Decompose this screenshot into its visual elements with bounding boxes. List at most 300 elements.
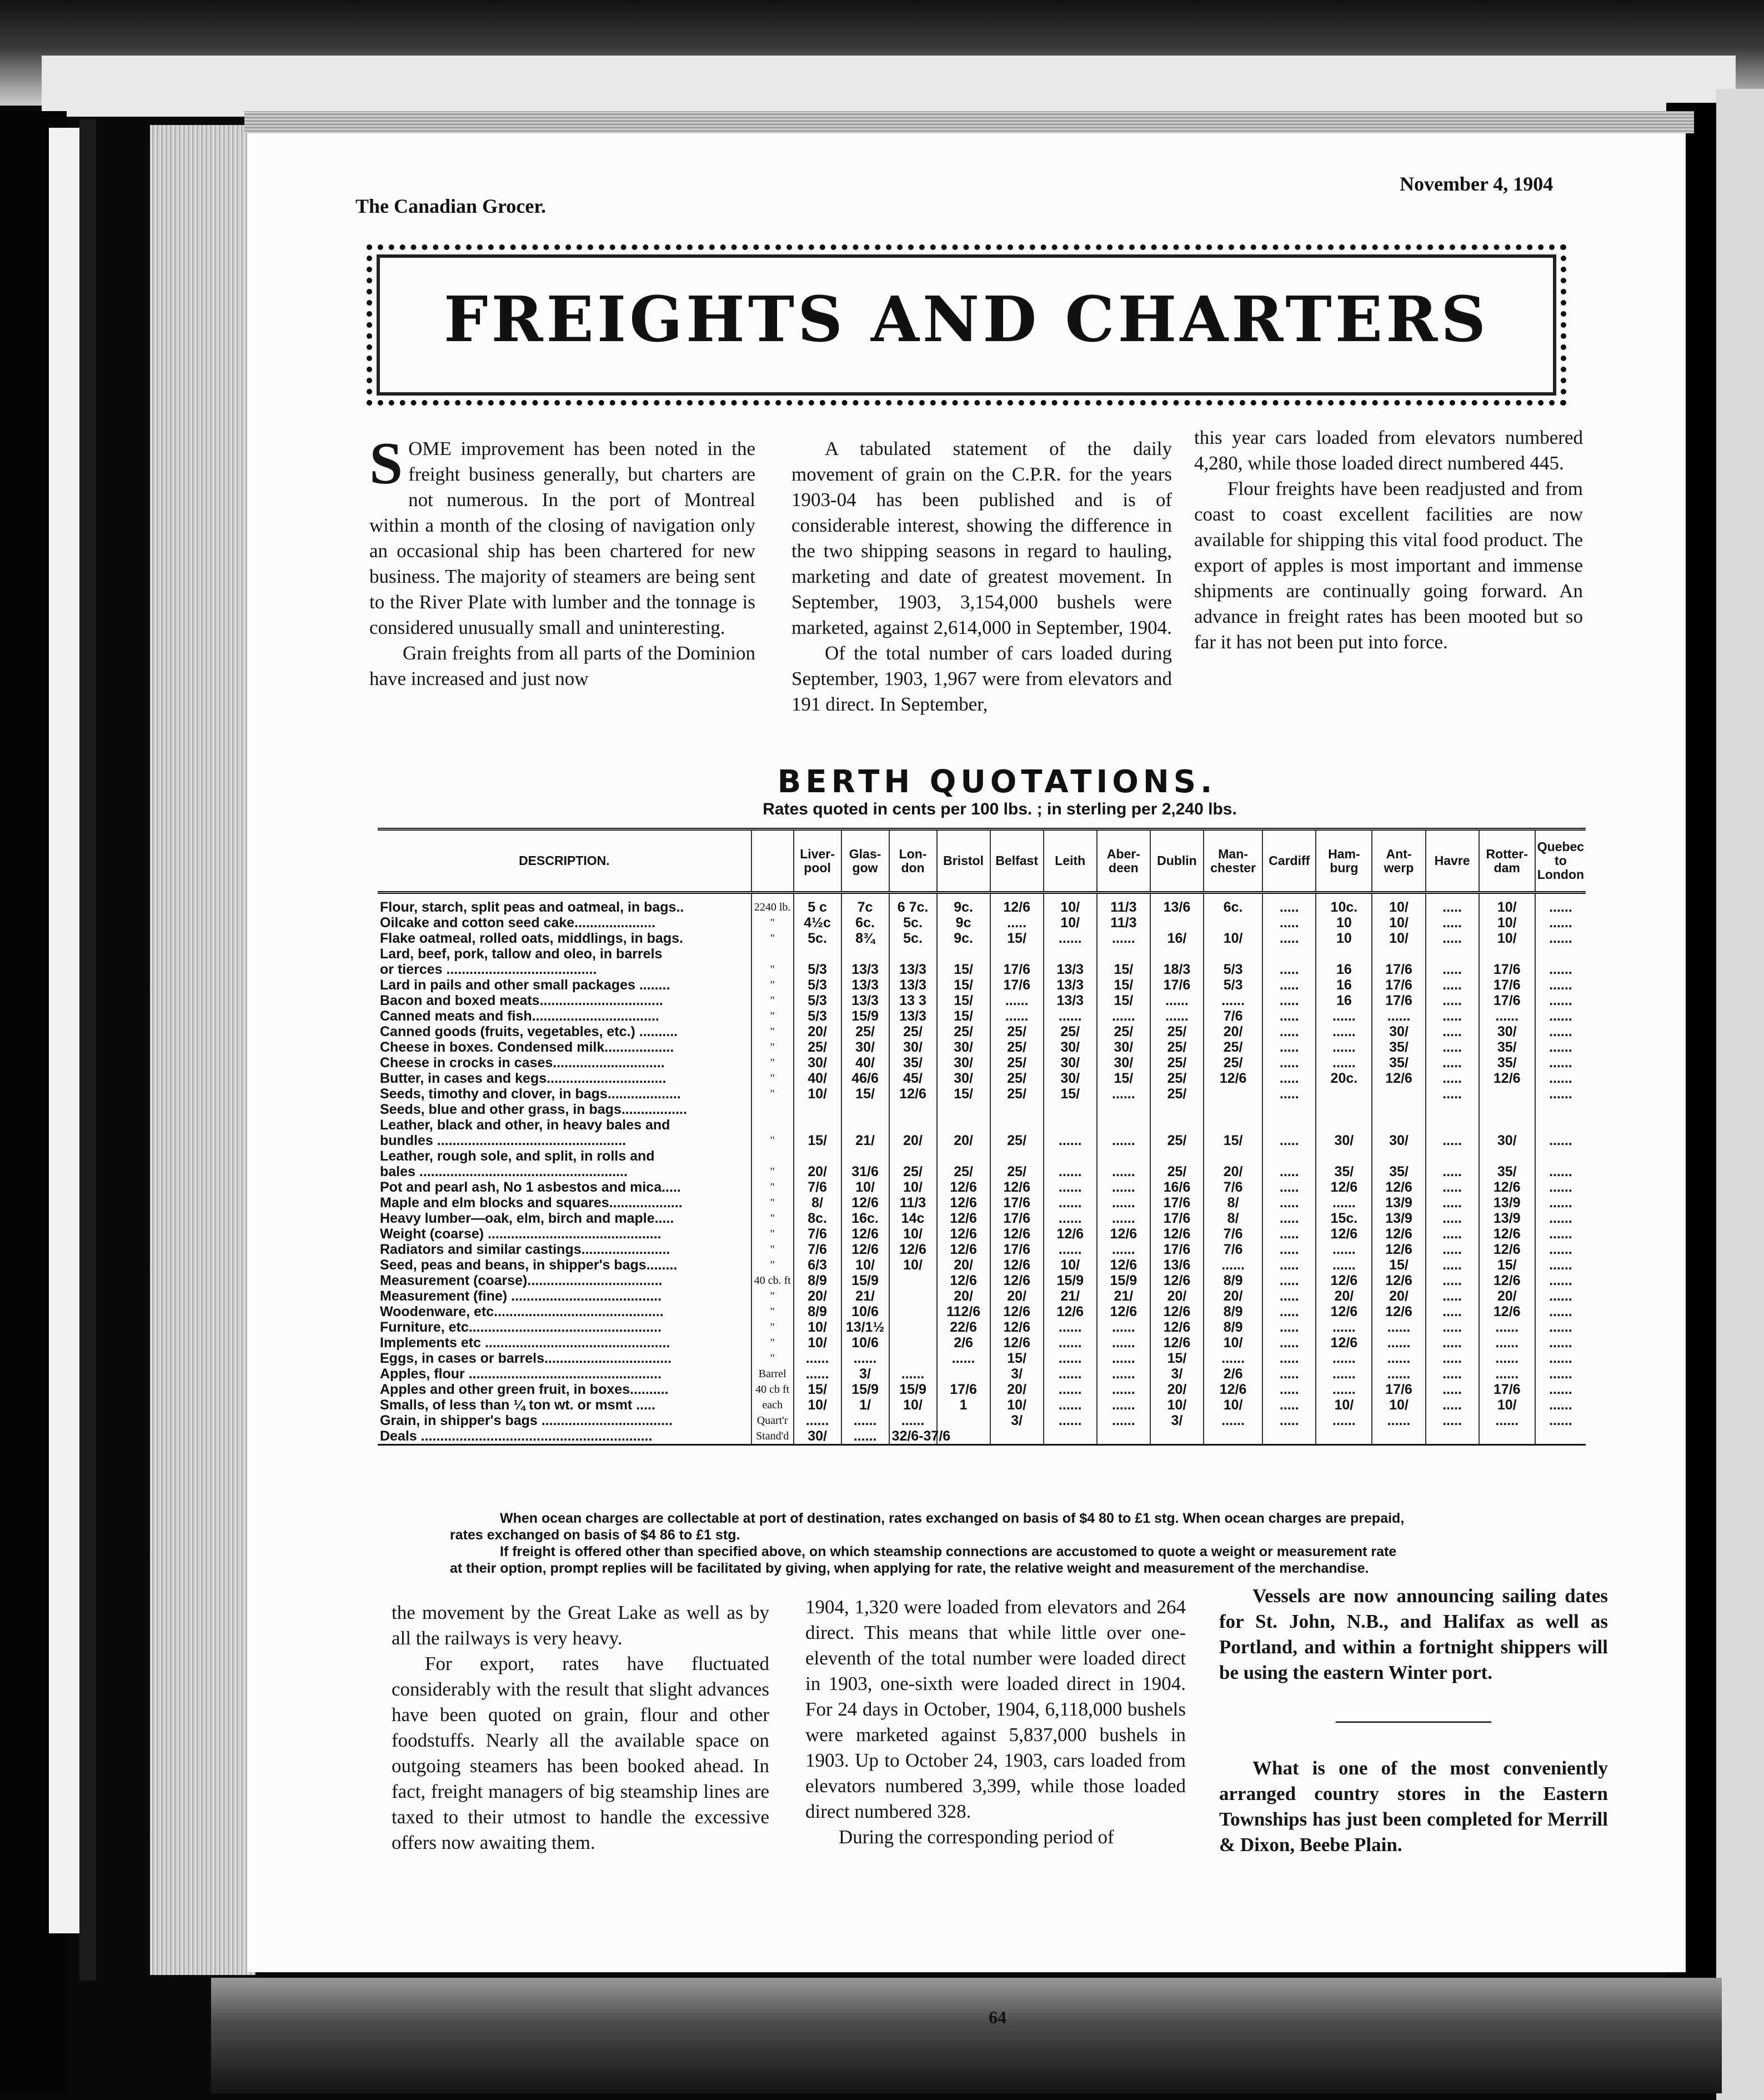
rate-cell: ..... bbox=[1426, 1179, 1479, 1195]
rate-cell: ...... bbox=[1316, 1351, 1372, 1366]
rate-cell: 10/ bbox=[990, 1397, 1044, 1413]
table-row bbox=[378, 977, 1586, 993]
rate-cell: ..... bbox=[1426, 1024, 1479, 1039]
row-description: bales ...................................................... bbox=[380, 1164, 628, 1179]
rate-cell: 10/ bbox=[889, 1226, 937, 1242]
rate-cell: ...... bbox=[1535, 1319, 1586, 1335]
rate-cell: 17/6 bbox=[990, 1242, 1044, 1257]
running-head-date: November 4, 1904 bbox=[1400, 173, 1553, 195]
rate-cell: ...... bbox=[1097, 1179, 1150, 1195]
rate-cell: 10 bbox=[1316, 931, 1372, 946]
rate-cell: 10/ bbox=[1204, 1335, 1262, 1351]
rate-cell: ...... bbox=[1044, 1133, 1097, 1148]
rate-cell: 35/ bbox=[1479, 1164, 1535, 1179]
rate-cell bbox=[1479, 1102, 1535, 1117]
rate-cell: 13/3 bbox=[841, 977, 889, 993]
rate-cell: ...... bbox=[1044, 1242, 1097, 1257]
rate-cell: ...... bbox=[1535, 915, 1586, 931]
rate-cell bbox=[1150, 1102, 1204, 1117]
table-row bbox=[378, 1148, 1586, 1164]
paragraph: For export, rates have fluctuated considerably with the result that slight advances have been quoted on grain, flour and other foodstuffs. Nearly all the available space on outgoing steamers has been booked ahead. In fact, freight managers of big steamship lines are taxed to their utmost to handle the excessive offers now awaiting them. bbox=[392, 1653, 769, 1853]
rate-cell: ..... bbox=[1262, 993, 1316, 1008]
rate-cell: 17/6 bbox=[990, 977, 1044, 993]
rate-cell: ...... bbox=[1044, 1164, 1097, 1179]
row-description: Seeds, timothy and clover, in bags................... bbox=[380, 1086, 681, 1102]
rate-cell: 30/ bbox=[1479, 1024, 1535, 1039]
row-unit: " bbox=[751, 1133, 794, 1148]
table-row bbox=[378, 1351, 1586, 1366]
rate-cell: ...... bbox=[1204, 993, 1262, 1008]
rate-cell: 25/ bbox=[1044, 1024, 1097, 1039]
rate-cell: 13/9 bbox=[1479, 1211, 1535, 1226]
rate-cell: 25/ bbox=[990, 1071, 1044, 1086]
rate-cell: 8/9 bbox=[1204, 1273, 1262, 1288]
rate-cell: ..... bbox=[1426, 1273, 1479, 1288]
rate-cell: ...... bbox=[1316, 1008, 1372, 1024]
rate-cell: ...... bbox=[1479, 1366, 1535, 1382]
rate-cell: ..... bbox=[1426, 1319, 1479, 1335]
rate-cell bbox=[1372, 1086, 1425, 1102]
rate-cell: 25/ bbox=[889, 1164, 937, 1179]
table-row bbox=[378, 1195, 1586, 1211]
rate-cell: 13/3 bbox=[1044, 977, 1097, 993]
rate-cell: 17/6 bbox=[1150, 977, 1204, 993]
binding-paper bbox=[49, 128, 79, 1933]
rate-cell: 17/6 bbox=[1479, 1382, 1535, 1397]
column-header bbox=[751, 829, 794, 893]
rate-cell: 40/ bbox=[841, 1055, 889, 1071]
rate-cell: ..... bbox=[1426, 893, 1479, 916]
rate-cell: 12/6 bbox=[841, 1242, 889, 1257]
rate-cell: 12/6 bbox=[1150, 1273, 1204, 1288]
drop-cap: S bbox=[369, 431, 403, 497]
rate-cell: 20/ bbox=[1150, 1382, 1204, 1397]
row-unit: Quart'r bbox=[751, 1413, 794, 1428]
rate-cell bbox=[1426, 1428, 1479, 1445]
rate-cell: ...... bbox=[1316, 1366, 1372, 1382]
rate-cell: ...... bbox=[1535, 1024, 1586, 1039]
rate-cell: 15/9 bbox=[841, 1382, 889, 1397]
rate-cell bbox=[794, 1102, 841, 1117]
rate-cell bbox=[1097, 1428, 1150, 1445]
binding-edge bbox=[79, 119, 96, 1981]
rate-cell: 13/3 bbox=[841, 993, 889, 1008]
rate-cell: 20/ bbox=[794, 1288, 841, 1304]
rate-cell: 9c bbox=[937, 915, 990, 931]
rate-cell: ...... bbox=[1316, 1319, 1372, 1335]
column-header: Aber-deen bbox=[1097, 829, 1150, 893]
rate-cell: ...... bbox=[1316, 1195, 1372, 1211]
rate-cell: 4½c bbox=[794, 915, 841, 931]
rate-cell: 5/3 bbox=[1204, 977, 1262, 993]
rate-cell: 10/ bbox=[1044, 1257, 1097, 1273]
rate-cell: ...... bbox=[1372, 1008, 1425, 1024]
column-header: Ham-burg bbox=[1316, 829, 1372, 893]
rate-cell: 12/6 bbox=[990, 1335, 1044, 1351]
rate-cell: 16 bbox=[1316, 977, 1372, 993]
rate-cell: 15/ bbox=[1204, 1133, 1262, 1148]
table-row bbox=[378, 1257, 1586, 1273]
rate-cell bbox=[1044, 1102, 1097, 1117]
row-description: Radiators and similar castings....................... bbox=[380, 1242, 670, 1257]
rate-cell bbox=[1150, 946, 1204, 962]
rate-cell bbox=[1372, 1428, 1425, 1445]
column-header: Rotter-dam bbox=[1479, 829, 1535, 893]
rate-cell bbox=[889, 1319, 937, 1335]
rate-cell: 30/ bbox=[1372, 1024, 1425, 1039]
rate-cell: 15/9 bbox=[1044, 1273, 1097, 1288]
rate-cell bbox=[937, 946, 990, 962]
rate-cell: ...... bbox=[1204, 1257, 1262, 1273]
rate-cell: 10/ bbox=[1479, 931, 1535, 946]
rate-cell: ...... bbox=[1097, 1086, 1150, 1102]
rate-cell: 12/6 bbox=[990, 1304, 1044, 1319]
rate-cell: ...... bbox=[1097, 1335, 1150, 1351]
rate-cell: ...... bbox=[1535, 1288, 1586, 1304]
rate-cell bbox=[1097, 1148, 1150, 1164]
rate-cell: 17/6 bbox=[1150, 1242, 1204, 1257]
rate-cell: 16/6 bbox=[1150, 1179, 1204, 1195]
row-description: Weight (coarse) ............................................. bbox=[380, 1226, 662, 1242]
row-unit: " bbox=[751, 931, 794, 946]
rate-cell: 35/ bbox=[1372, 1055, 1425, 1071]
rate-cell: 15/9 bbox=[841, 1008, 889, 1024]
rate-cell: 10/ bbox=[1204, 1397, 1262, 1413]
rate-cell: 12/6 bbox=[1479, 1179, 1535, 1195]
rate-cell: 12/6 bbox=[1479, 1304, 1535, 1319]
rate-cell bbox=[1150, 915, 1204, 931]
rate-cell: ...... bbox=[990, 1008, 1044, 1024]
table-row bbox=[378, 1086, 1586, 1102]
rate-cell: 12/6 bbox=[990, 1257, 1044, 1273]
rate-cell: 11/3 bbox=[889, 1195, 937, 1211]
rate-cell: 15c. bbox=[1316, 1211, 1372, 1226]
rate-cell: 17/6 bbox=[1479, 993, 1535, 1008]
column-header: Cardiff bbox=[1262, 829, 1316, 893]
title-banner bbox=[367, 244, 1566, 406]
rate-cell: ...... bbox=[1097, 1413, 1150, 1428]
column-header: Liver-pool bbox=[794, 829, 841, 893]
rate-cell: 25/ bbox=[1204, 1055, 1262, 1071]
rate-cell: 15/ bbox=[937, 1008, 990, 1024]
column-header: Ant-werp bbox=[1372, 829, 1425, 893]
rate-cell: 15/ bbox=[1097, 993, 1150, 1008]
rate-cell: 12/6 bbox=[937, 1195, 990, 1211]
rate-cell bbox=[1316, 1148, 1372, 1164]
rate-cell: 12/6 bbox=[1316, 1226, 1372, 1242]
row-description: Bacon and boxed meats................................ bbox=[380, 993, 663, 1008]
rate-cell: ...... bbox=[841, 1413, 889, 1428]
rate-cell: ...... bbox=[1097, 931, 1150, 946]
column-header: Leith bbox=[1044, 829, 1097, 893]
rate-cell: ..... bbox=[1262, 1288, 1316, 1304]
table-row bbox=[378, 962, 1586, 977]
rate-cell: 12/6 bbox=[990, 1319, 1044, 1335]
rate-cell: 10/ bbox=[841, 1257, 889, 1273]
row-description: Lard, beef, pork, tallow and oleo, in barrels bbox=[380, 946, 663, 962]
rate-cell: 16 bbox=[1316, 962, 1372, 977]
rate-cell bbox=[1479, 1148, 1535, 1164]
row-unit: " bbox=[751, 1195, 794, 1211]
rate-cell: ...... bbox=[1372, 1351, 1425, 1366]
rate-cell: ..... bbox=[1262, 1304, 1316, 1319]
rate-cell: 12/6 bbox=[1204, 1382, 1262, 1397]
rate-cell bbox=[889, 946, 937, 962]
rate-cell: 8/ bbox=[794, 1195, 841, 1211]
rate-cell bbox=[1262, 1117, 1316, 1133]
rate-cell: 25/ bbox=[990, 1133, 1044, 1148]
rate-cell: ...... bbox=[1535, 1179, 1586, 1195]
rate-cell bbox=[1372, 1148, 1425, 1164]
rate-cell: ...... bbox=[1535, 1055, 1586, 1071]
facing-page-sliver bbox=[1716, 89, 1764, 2100]
row-description: Flake oatmeal, rolled oats, middlings, in bags. bbox=[380, 931, 683, 946]
scan-bottom-shadow bbox=[211, 1978, 1722, 2093]
rate-cell: ..... bbox=[1426, 1195, 1479, 1211]
row-unit: " bbox=[751, 962, 794, 977]
rate-cell: 7/6 bbox=[794, 1242, 841, 1257]
rate-cell bbox=[1316, 946, 1372, 962]
rate-cell: 35/ bbox=[1316, 1164, 1372, 1179]
rate-cell: 9c. bbox=[937, 931, 990, 946]
rate-cell: ..... bbox=[1426, 1351, 1479, 1366]
rate-cell: ...... bbox=[1535, 1304, 1586, 1319]
rate-cell: 20/ bbox=[794, 1024, 841, 1039]
table-row bbox=[378, 1117, 1586, 1133]
rate-cell: ...... bbox=[841, 1351, 889, 1366]
rate-cell: 32/6-37/6 bbox=[889, 1428, 937, 1445]
rate-cell: 12/6 bbox=[1044, 1304, 1097, 1319]
rate-cell bbox=[1204, 1102, 1262, 1117]
rate-cell: ..... bbox=[1426, 1382, 1479, 1397]
rate-cell: 25/ bbox=[1150, 1039, 1204, 1055]
rate-cell bbox=[1097, 1117, 1150, 1133]
rate-cell: ...... bbox=[1535, 1335, 1586, 1351]
rate-cell: 40/ bbox=[794, 1071, 841, 1086]
paragraph: Vessels are now announcing sailing dates for St. John, N.B., and Halifax as well as Portland, and within a fortnight shippers will be using the eastern Winter port. bbox=[1219, 1585, 1608, 1683]
rate-cell bbox=[1426, 1148, 1479, 1164]
row-unit bbox=[751, 1148, 794, 1164]
rate-cell bbox=[1262, 1428, 1316, 1445]
row-unit: " bbox=[751, 1335, 794, 1351]
column-header: Belfast bbox=[990, 829, 1044, 893]
row-description: Cheese in boxes. Condensed milk.................. bbox=[380, 1039, 674, 1055]
rate-cell: 7/6 bbox=[1204, 1226, 1262, 1242]
rate-cell bbox=[1535, 946, 1586, 962]
rate-cell: ...... bbox=[937, 1351, 990, 1366]
table-row bbox=[378, 1335, 1586, 1351]
rate-cell bbox=[1044, 946, 1097, 962]
row-unit: 40 cb ft bbox=[751, 1382, 794, 1397]
table-row bbox=[378, 1179, 1586, 1195]
rate-cell: 11/3 bbox=[1097, 915, 1150, 931]
row-unit: " bbox=[751, 1351, 794, 1366]
paragraph bbox=[369, 431, 755, 641]
rate-cell: 15/ bbox=[937, 1086, 990, 1102]
rate-cell: 5/3 bbox=[794, 993, 841, 1008]
rate-cell: 35/ bbox=[1479, 1055, 1535, 1071]
rate-cell: 12/6 bbox=[1316, 1273, 1372, 1288]
rate-cell: 30/ bbox=[794, 1055, 841, 1071]
rate-cell: ...... bbox=[1097, 1351, 1150, 1366]
rate-cell: ..... bbox=[1426, 1211, 1479, 1226]
rate-cell: 17/6 bbox=[1150, 1211, 1204, 1226]
rate-cell: 10/6 bbox=[841, 1335, 889, 1351]
rate-cell: ...... bbox=[1097, 1382, 1150, 1397]
rate-cell: 9c. bbox=[937, 893, 990, 916]
table-body bbox=[378, 893, 1586, 1445]
rate-cell bbox=[1372, 1117, 1425, 1133]
table-row bbox=[378, 1071, 1586, 1086]
rate-cell: 15/ bbox=[1097, 977, 1150, 993]
rate-cell: ..... bbox=[1262, 977, 1316, 993]
rate-cell bbox=[1204, 1117, 1262, 1133]
rate-cell: ..... bbox=[1426, 1226, 1479, 1242]
rate-cell: ...... bbox=[1535, 1257, 1586, 1273]
rate-cell: 10/ bbox=[1479, 893, 1535, 916]
rate-cell: 15/ bbox=[990, 931, 1044, 946]
rate-cell: 17/6 bbox=[1479, 962, 1535, 977]
rate-cell: 12/6 bbox=[1316, 1304, 1372, 1319]
column-header: DESCRIPTION. bbox=[519, 853, 610, 868]
rate-cell: ...... bbox=[1535, 1195, 1586, 1211]
rate-cell: 12/6 bbox=[1479, 1071, 1535, 1086]
page-stack-left bbox=[150, 125, 255, 1975]
rate-cell: 5/3 bbox=[794, 977, 841, 993]
rate-cell: ...... bbox=[1044, 931, 1097, 946]
rate-cell bbox=[1426, 946, 1479, 962]
rate-cell: ..... bbox=[1262, 1179, 1316, 1195]
rate-cell bbox=[1262, 946, 1316, 962]
rate-cell: 20/ bbox=[1204, 1024, 1262, 1039]
rate-cell bbox=[937, 1102, 990, 1117]
rate-cell: 10/ bbox=[1479, 915, 1535, 931]
rate-cell: 12/6 bbox=[937, 1226, 990, 1242]
rate-cell: 20/ bbox=[1204, 1164, 1262, 1179]
rate-cell: 25/ bbox=[1150, 1071, 1204, 1086]
rate-cell: 10/ bbox=[794, 1335, 841, 1351]
rate-cell: 46/6 bbox=[841, 1071, 889, 1086]
row-unit: " bbox=[751, 1039, 794, 1055]
rate-cell: 15/9 bbox=[889, 1382, 937, 1397]
note-line: at their option, prompt replies will be facilitated by giving, when applying for rate, the relative weight and measurement of the merchandise. bbox=[450, 1561, 1369, 1576]
rate-cell: ...... bbox=[1044, 1195, 1097, 1211]
table-row bbox=[378, 1055, 1586, 1071]
table-row bbox=[378, 1242, 1586, 1257]
rate-cell: 8/ bbox=[1204, 1195, 1262, 1211]
rate-cell: ...... bbox=[889, 1413, 937, 1428]
rate-cell bbox=[990, 1148, 1044, 1164]
rate-cell: ..... bbox=[1426, 1039, 1479, 1055]
rate-cell: 12/6 bbox=[1150, 1335, 1204, 1351]
table-row bbox=[378, 1133, 1586, 1148]
rate-cell: 7/6 bbox=[794, 1226, 841, 1242]
rate-cell: 20/ bbox=[937, 1133, 990, 1148]
rate-cell: 13/6 bbox=[1150, 893, 1204, 916]
rate-cell: ...... bbox=[1097, 1319, 1150, 1335]
rate-cell: ...... bbox=[1535, 977, 1586, 993]
rate-cell: ...... bbox=[1372, 1413, 1425, 1428]
row-description: Maple and elm blocks and squares................... bbox=[380, 1195, 683, 1211]
rate-cell: 12/6 bbox=[841, 1195, 889, 1211]
table-row bbox=[378, 1397, 1586, 1413]
rate-cell: 15/ bbox=[937, 962, 990, 977]
row-unit bbox=[751, 1117, 794, 1133]
rate-cell bbox=[1535, 1428, 1586, 1445]
rate-cell: 25/ bbox=[1150, 1164, 1204, 1179]
rate-cell: 12/6 bbox=[1150, 1304, 1204, 1319]
rate-cell: ..... bbox=[1426, 1397, 1479, 1413]
rate-cell bbox=[1316, 1117, 1372, 1133]
row-description: Grain, in shipper's bags .................................. bbox=[380, 1413, 673, 1428]
rate-cell: 15/ bbox=[1097, 962, 1150, 977]
rate-cell: ..... bbox=[1262, 893, 1316, 916]
rate-cell: 25/ bbox=[990, 1039, 1044, 1055]
rate-cell: ...... bbox=[1479, 1335, 1535, 1351]
rate-cell: 10/ bbox=[889, 1179, 937, 1195]
rate-cell: 30/ bbox=[937, 1071, 990, 1086]
rate-cell bbox=[1044, 1148, 1097, 1164]
rate-cell: 10/ bbox=[1316, 1397, 1372, 1413]
rate-cell: ..... bbox=[1426, 993, 1479, 1008]
rate-cell bbox=[1097, 946, 1150, 962]
rate-cell bbox=[1479, 946, 1535, 962]
rate-cell: 13/3 bbox=[1044, 962, 1097, 977]
article-column-5 bbox=[805, 1594, 1186, 1850]
rate-cell: 5/3 bbox=[794, 1008, 841, 1024]
rate-cell: ..... bbox=[1262, 1164, 1316, 1179]
rate-cell: 10/ bbox=[1044, 893, 1097, 916]
rate-cell: ...... bbox=[1097, 1195, 1150, 1211]
rate-cell: ...... bbox=[1535, 1008, 1586, 1024]
rate-cell bbox=[889, 1351, 937, 1366]
rate-cell: 10/ bbox=[889, 1397, 937, 1413]
row-unit bbox=[751, 1102, 794, 1117]
rate-cell: 20/ bbox=[937, 1257, 990, 1273]
rate-cell bbox=[1262, 1148, 1316, 1164]
rate-cell: 15/ bbox=[1044, 1086, 1097, 1102]
paragraph-text: OME improvement has been noted in the freight business generally, but charters are not numerous. In the port of Montreal within a month of the closing of navigation only an occasional ship has been chartered for new business. The majority of steamers are being sent to the River Plate with lumber and the tonnage is considered unusually small and uninteresting. bbox=[369, 438, 755, 638]
rate-cell bbox=[889, 1273, 937, 1288]
rate-cell: 12/6 bbox=[1372, 1179, 1425, 1195]
rate-cell: 25/ bbox=[794, 1039, 841, 1055]
rate-cell: ...... bbox=[1316, 1024, 1372, 1039]
column-header: Dublin bbox=[1150, 829, 1204, 893]
rate-cell: ...... bbox=[1097, 1242, 1150, 1257]
rate-cell bbox=[937, 1148, 990, 1164]
row-description: Deals ............................................................ bbox=[378, 1428, 751, 1445]
rate-cell: 6/3 bbox=[794, 1257, 841, 1273]
rate-cell: 6c. bbox=[1204, 893, 1262, 916]
rate-cell: ...... bbox=[1044, 1335, 1097, 1351]
row-unit: 40 cb. ft bbox=[751, 1273, 794, 1288]
rate-cell: ..... bbox=[1262, 1055, 1316, 1071]
rate-cell: 14c bbox=[889, 1211, 937, 1226]
rate-cell: ..... bbox=[1262, 1242, 1316, 1257]
rate-cell bbox=[889, 1148, 937, 1164]
rate-cell: 16/ bbox=[1150, 931, 1204, 946]
column-header: Bristol bbox=[937, 829, 990, 893]
table-row bbox=[378, 1039, 1586, 1055]
rate-cell: 12/6 bbox=[1372, 1242, 1425, 1257]
row-description: or tierces ....................................... bbox=[380, 962, 597, 977]
row-description: Leather, black and other, in heavy bales and bbox=[380, 1117, 670, 1133]
rate-cell: 13/3 bbox=[889, 1008, 937, 1024]
note-line: When ocean charges are collectable at port of destination, rates exchanged on basis of $4 80 to £1 stg. When ocean charges are prepaid, bbox=[500, 1511, 1405, 1526]
rate-cell: 7/6 bbox=[1204, 1179, 1262, 1195]
article-title: FREIGHTS AND CHARTERS bbox=[443, 283, 1490, 356]
rate-cell: ..... bbox=[1262, 1086, 1316, 1102]
